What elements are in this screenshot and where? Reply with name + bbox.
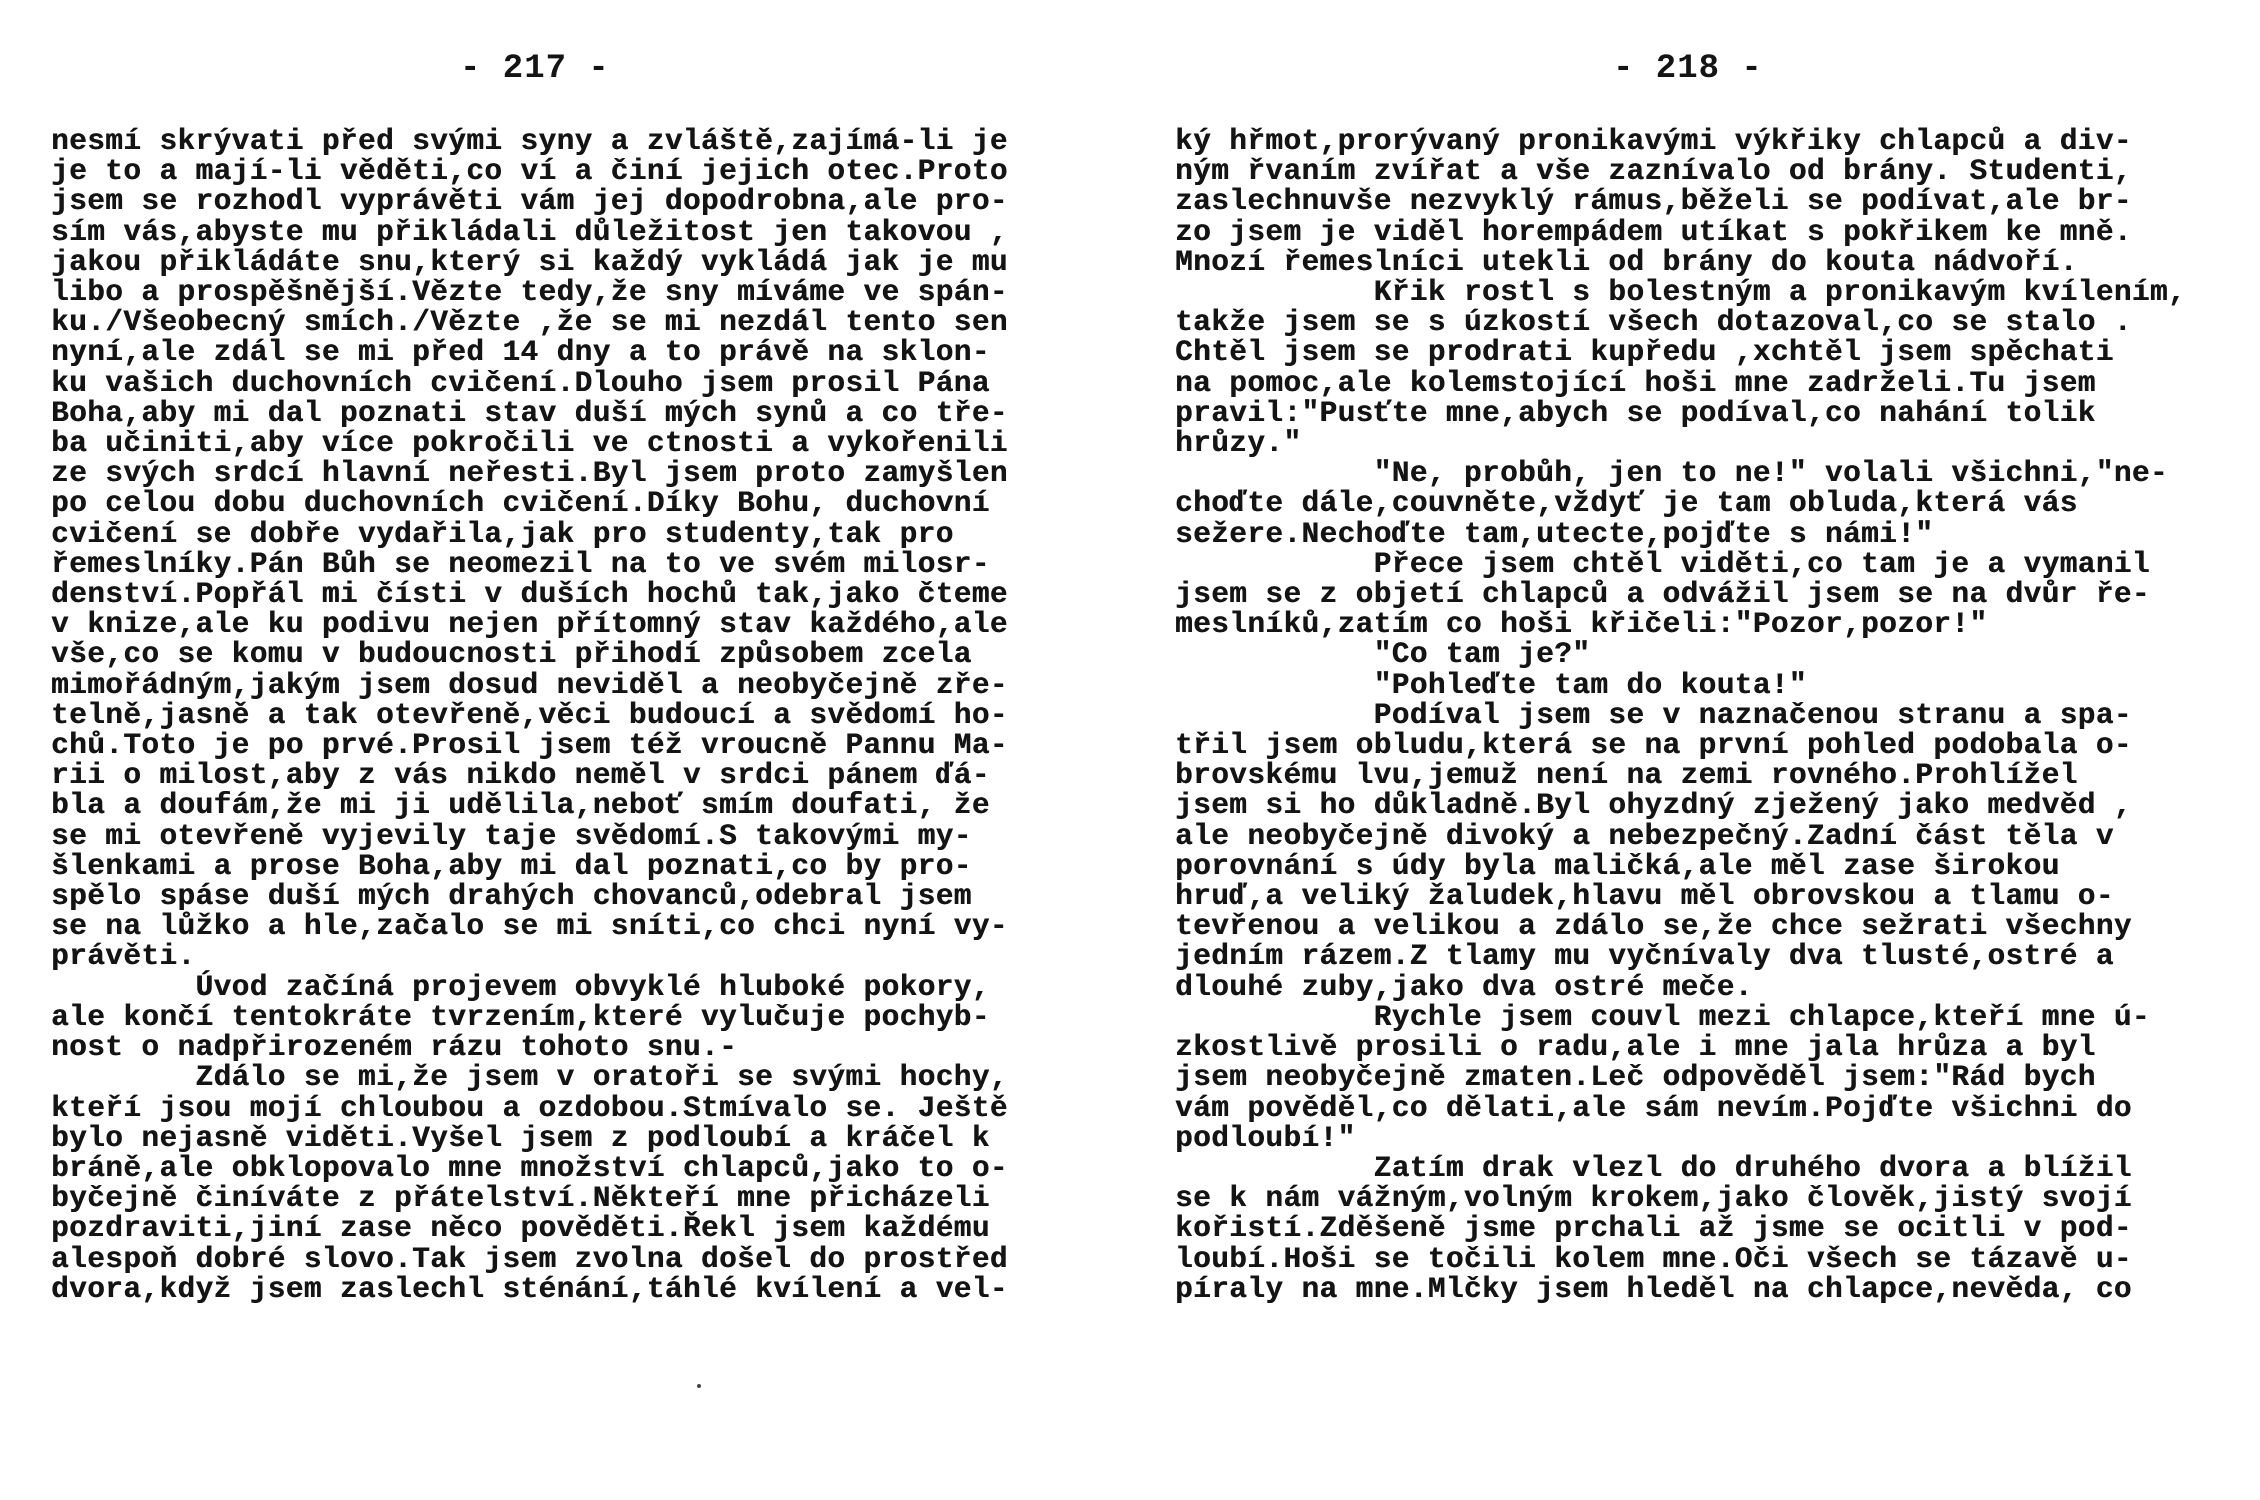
scan-speck <box>697 1384 701 1388</box>
page-number-left: - 217 - <box>460 50 610 88</box>
page-text-left: nesmí skrývati před svými syny a zvláště,zajímá-li je je to a mají-li věděti,co ví a činí jejich otec.Proto jsem se rozhodl vyprávěti vám jej dopodrobna,ale pro- sím vás,abyste mu přikládali důležitost jen takovou , jakou přikládáte snu,který si každý vykládá jak je mu libo a prospěšnější.Vězte tedy,že sny míváme ve spán- ku./Všeobecný smích./Vězte ,že se mi nezdál tento sen nyní,ale zdál se mi před 14 dny a to právě na sklon- ku vašich duchovních cvičení.Dlouho jsem prosil Pána Boha,aby mi dal poznati stav duší mých synů a co tře- ba učiniti,aby více pokročili ve ctnosti a vykořenili ze svých srdcí hlavní neřesti.Byl jsem proto zamyšlen po celou dobu duchovních cvičení.Díky Bohu, duchovní cvičení se dobře vydařila,jak pro studenty,tak pro řemeslníky.Pán Bůh se neomezil na to ve svém milosr- denství.Popřál mi čísti v duších hochů tak,jako čteme v knize,ale ku podivu nejen přítomný stav každého,ale vše,co se komu v budoucnosti přihodí způsobem zcela mimořádným,jakým jsem dosud neviděl a neobyčejně zře- telně,jasně a tak otevřeně,věci budoucí a svědomí ho- chů.Toto je po prvé.Prosil jsem též vroucně Pannu Ma- rii o milost,aby z vás nikdo neměl v srdci pánem ďá- bla a doufám,že mi ji udělila,neboť smím doufati, že se mi otevřeně vyjevily taje svědomí.S takovými my- šlenkami a prose Boha,aby mi dal poznati,co by pro- spělo spáse duší mých drahých chovanců,odebral jsem se na lůžko a hle,začalo se mi sníti,co chci nyní vy- právěti. Úvod začíná projevem obvyklé hluboké pokory, ale končí tentokráte tvrzením,které vylučuje pochyb- nost o nadpřirozeném rázu tohoto snu.- Zdálo se mi,že jsem v oratoři se svými hochy, kteří jsou mojí chloubou a ozdobou.Stmívalo se. Ještě bylo nejasně viděti.Vyšel jsem z podloubí a kráčel k bráně,ale obklopovalo mne množství chlapců,jako to o- byčejně činíváte z přátelství.Někteří mne přicházeli pozdraviti,jiní zase něco pověděti.Řekl jsem každému alespoň dobré slovo.Tak jsem zvolna došel do prostřed dvora,když jsem zaslechl sténání,táhlé kvílení a vel- <box>51 124 1008 1306</box>
page-number-right: - 218 - <box>1613 50 1763 88</box>
right-page <box>1130 0 2260 1500</box>
page-text-right: ký hřmot,prorývaný pronikavými výkřiky chlapců a div- ným řvaním zvířat a vše zaznívalo od brány. Studenti, zaslechnuvše nezvyklý rámus,běželi se podívat,ale br- zo jsem je viděl horempádem utíkat s pokřikem ke mně. Mnozí řemeslníci utekli od brány do kouta nádvoří. Křik rostl s bolestným a pronikavým kvílením, takže jsem se s úzkostí všech dotazoval,co se stalo . Chtěl jsem se prodrati kupředu ,xchtěl jsem spěchati na pomoc,ale kolemstojící hoši mne zadrželi.Tu jsem pravil:"Pusťte mne,abych se podíval,co nahání tolik hrůzy." "Ne, probůh, jen to ne!" volali všichni,"ne- choďte dále,couvněte,vždyť je tam obluda,která vás sežere.Nechoďte tam,utecte,pojďte s námi!" Přece jsem chtěl viděti,co tam je a vymanil jsem se z objetí chlapců a odvážil jsem se na dvůr ře- meslníků,zatím co hoši křičeli:"Pozor,pozor!" "Co tam je?" "Pohleďte tam do kouta!" Podíval jsem se v naznačenou stranu a spa- třil jsem obludu,která se na první pohled podobala o- brovskému lvu,jemuž není na zemi rovného.Prohlížel jsem si ho důkladně.Byl ohyzdný zježený jako medvěd , ale neobyčejně divoký a nebezpečný.Zadní část těla v porovnání s údy byla maličká,ale měl zase širokou hruď,a veliký žaludek,hlavu měl obrovskou a tlamu o- tevřenou a velikou a zdálo se,že chce sežrati všechny jedním rázem.Z tlamy mu vyčnívaly dva tlusté,ostré a dlouhé zuby,jako dva ostré meče. Rychle jsem couvl mezi chlapce,kteří mne ú- zkostlivě prosili o radu,ale i mne jala hrůza a byl jsem neobyčejně zmaten.Leč odpověděl jsem:"Rád bych vám pověděl,co dělati,ale sám nevím.Pojďte všichni do podloubí!" Zatím drak vlezl do druhého dvora a blížil se k nám vážným,volným krokem,jako člověk,jistý svojí kořistí.Zděšeně jsme prchali až jsme se ocitli v pod- loubí.Hoši se točili kolem mne.Oči všech se tázavě u- píraly na mne.Mlčky jsem hleděl na chlapce,nevěda, co <box>1175 124 2186 1306</box>
